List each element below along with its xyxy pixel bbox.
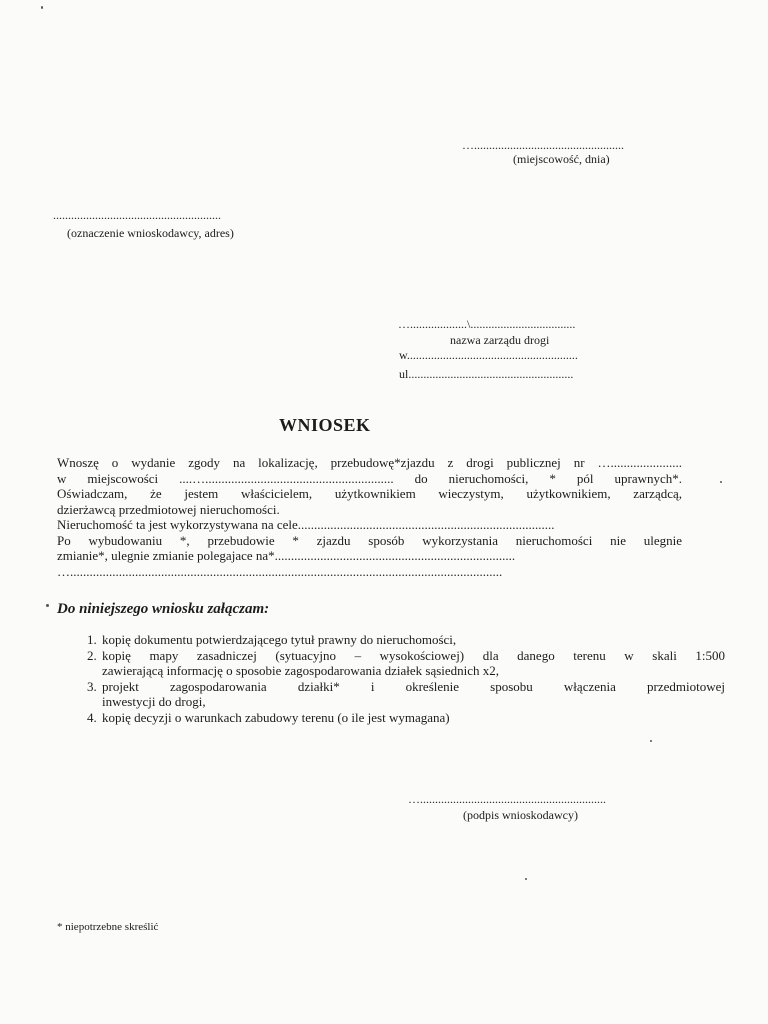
attachment-text: kopię decyzji o warunkach zabudowy terenu (o ile jest wymagana) [102,709,450,725]
body-line-declaration: Oświadczam, że jestem właścicielem, użytkownikiem wieczystym, użytkownikiem, zarządcą, [57,486,682,501]
body-line-property-use: Nieruchomość ta jest wykorzystywana na cele............................................................................... [57,517,555,532]
signature-label: (podpis wnioskodawcy) [463,808,578,822]
road-authority-label: nazwa zarządu drogi [450,333,550,347]
attachment-text-cont: inwestycji do drogi, [102,694,206,709]
attachment-text: 3. projekt zagospodarowania działki* i określenie sposobu włączenia przedmiotowej [102,678,725,694]
scan-speck [46,604,49,607]
document-title: WNIOSEK [279,415,371,435]
scan-speck [650,740,652,742]
attachment-item [100,710,725,726]
road-authority-city-line: w......................................................... [399,348,578,362]
signature-dotted-line: ….............................................................. [408,792,606,806]
body-line-dotted: …..................................................................................................................................... [57,563,503,579]
footnote: * niepotrzebne skreślić [57,921,159,933]
scan-speck [525,878,527,880]
body-line-after-construction: Po wybudowaniu *, przebudowie * zjazdu sposób wykorzystania nieruchomości nie ulegnie [57,532,682,548]
attachment-text: kopię dokumentu potwierdzającego tytuł prawny do nieruchomości, [102,632,457,647]
applicant-label: (oznaczenie wnioskodawcy, adres) [67,226,234,240]
attachments-list [57,632,725,725]
scan-speck [720,481,722,483]
attachments-heading: Do niniejszego wniosku załączam: [57,601,270,617]
road-authority-street-line: ul....................................................... [399,367,574,381]
attachment-text: 2. kopię mapy zasadniczej (sytuacyjno – wysokościowej) dla danego terenu w skali 1:500 [102,647,725,663]
road-authority-dotted-line: …...................\................................... [398,317,576,331]
application-body [57,455,682,579]
scan-speck [41,6,43,9]
body-line-request: Wnoszę o wydanie zgody na lokalizację, przebudowę*zjazdu z drogi publicznej nr …...................... [57,455,682,470]
attachment-item [100,679,725,710]
applicant-dotted-line: ........................................................ [53,208,221,222]
attachment-text-cont: zawierającą informację o sposobie zagospodarowania działek sąsiednich x2, [102,663,500,678]
place-date-dotted-line: ….................................................. [462,138,624,152]
attachment-item [100,648,725,679]
body-line-declaration-cont: dzierżawcą przedmiotowej nieruchomości. [57,501,280,517]
body-line-location: w miejscowości ....….......................................................... do nieruchomości, * pól uprawnych*. [57,470,682,486]
attachment-item [100,632,725,648]
place-date-label: (miejscowość, dnia) [513,152,610,166]
body-line-change: zmianie*, ulegnie zmianie polegajace na*.......................................................................... [57,548,516,563]
